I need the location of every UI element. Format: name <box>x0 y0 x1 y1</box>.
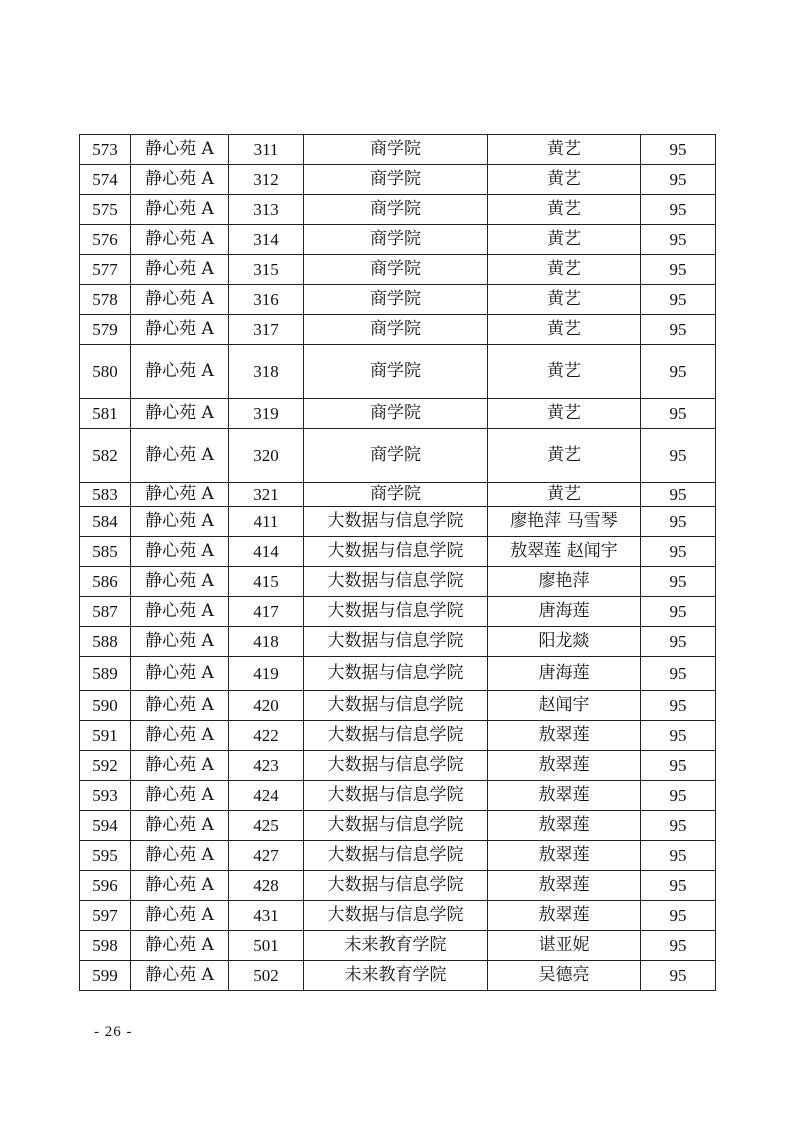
college-cell: 商学院 <box>304 399 488 429</box>
row-number-cell: 592 <box>80 751 131 781</box>
college-cell: 商学院 <box>304 483 488 507</box>
college-cell: 商学院 <box>304 135 488 165</box>
building-cell: 静心苑 A <box>131 961 229 991</box>
row-number-cell: 576 <box>80 225 131 255</box>
college-cell: 商学院 <box>304 345 488 399</box>
room-number-cell: 418 <box>229 627 304 657</box>
score-cell: 95 <box>641 871 716 901</box>
row-number-cell: 589 <box>80 657 131 691</box>
score-cell: 95 <box>641 195 716 225</box>
score-cell: 95 <box>641 751 716 781</box>
row-number-cell: 585 <box>80 537 131 567</box>
score-cell: 95 <box>641 537 716 567</box>
score-cell: 95 <box>641 901 716 931</box>
table-row <box>80 597 716 627</box>
building-cell: 静心苑 A <box>131 225 229 255</box>
responsible-person-cell: 黄艺 <box>488 165 641 195</box>
row-number-cell: 591 <box>80 721 131 751</box>
responsible-person-cell: 黄艺 <box>488 315 641 345</box>
room-number-cell: 317 <box>229 315 304 345</box>
table-row <box>80 691 716 721</box>
building-cell: 静心苑 A <box>131 657 229 691</box>
college-cell: 未来教育学院 <box>304 931 488 961</box>
building-cell: 静心苑 A <box>131 429 229 483</box>
table-row <box>80 751 716 781</box>
score-cell: 95 <box>641 315 716 345</box>
college-cell: 大数据与信息学院 <box>304 507 488 537</box>
college-cell: 大数据与信息学院 <box>304 871 488 901</box>
row-number-cell: 596 <box>80 871 131 901</box>
college-cell: 商学院 <box>304 285 488 315</box>
row-number-cell: 581 <box>80 399 131 429</box>
college-cell: 大数据与信息学院 <box>304 751 488 781</box>
table-row <box>80 901 716 931</box>
score-cell: 95 <box>641 225 716 255</box>
college-cell: 大数据与信息学院 <box>304 597 488 627</box>
table-row <box>80 195 716 225</box>
row-number-cell: 595 <box>80 841 131 871</box>
row-number-cell: 574 <box>80 165 131 195</box>
responsible-person-cell: 敖翠莲 <box>488 781 641 811</box>
building-cell: 静心苑 A <box>131 285 229 315</box>
score-cell: 95 <box>641 841 716 871</box>
row-number-cell: 590 <box>80 691 131 721</box>
table-row <box>80 811 716 841</box>
responsible-person-cell: 赵闻宇 <box>488 691 641 721</box>
room-number-cell: 431 <box>229 901 304 931</box>
score-cell: 95 <box>641 135 716 165</box>
table-row <box>80 483 716 507</box>
responsible-person-cell: 黄艺 <box>488 483 641 507</box>
room-number-cell: 311 <box>229 135 304 165</box>
room-number-cell: 419 <box>229 657 304 691</box>
college-cell: 商学院 <box>304 255 488 285</box>
building-cell: 静心苑 A <box>131 567 229 597</box>
score-cell: 95 <box>641 721 716 751</box>
college-cell: 商学院 <box>304 429 488 483</box>
row-number-cell: 583 <box>80 483 131 507</box>
building-cell: 静心苑 A <box>131 627 229 657</box>
room-number-cell: 320 <box>229 429 304 483</box>
responsible-person-cell: 黄艺 <box>488 135 641 165</box>
building-cell: 静心苑 A <box>131 483 229 507</box>
score-cell: 95 <box>641 567 716 597</box>
score-cell: 95 <box>641 627 716 657</box>
responsible-person-cell: 廖艳萍 <box>488 567 641 597</box>
table-row <box>80 537 716 567</box>
building-cell: 静心苑 A <box>131 195 229 225</box>
table-row <box>80 657 716 691</box>
table-row <box>80 781 716 811</box>
college-cell: 大数据与信息学院 <box>304 781 488 811</box>
table-row <box>80 285 716 315</box>
row-number-cell: 587 <box>80 597 131 627</box>
table-row <box>80 931 716 961</box>
responsible-person-cell: 敖翠莲 赵闻宇 <box>488 537 641 567</box>
score-cell: 95 <box>641 255 716 285</box>
room-number-cell: 425 <box>229 811 304 841</box>
room-number-cell: 424 <box>229 781 304 811</box>
college-cell: 未来教育学院 <box>304 961 488 991</box>
building-cell: 静心苑 A <box>131 751 229 781</box>
college-cell: 大数据与信息学院 <box>304 811 488 841</box>
building-cell: 静心苑 A <box>131 399 229 429</box>
college-cell: 大数据与信息学院 <box>304 721 488 751</box>
row-number-cell: 578 <box>80 285 131 315</box>
room-number-cell: 415 <box>229 567 304 597</box>
row-number-cell: 593 <box>80 781 131 811</box>
responsible-person-cell: 敖翠莲 <box>488 811 641 841</box>
room-number-cell: 420 <box>229 691 304 721</box>
score-cell: 95 <box>641 507 716 537</box>
table-row <box>80 345 716 399</box>
building-cell: 静心苑 A <box>131 255 229 285</box>
score-cell: 95 <box>641 931 716 961</box>
room-number-cell: 414 <box>229 537 304 567</box>
score-cell: 95 <box>641 781 716 811</box>
dormitory-score-table <box>79 134 716 991</box>
room-number-cell: 417 <box>229 597 304 627</box>
college-cell: 商学院 <box>304 195 488 225</box>
building-cell: 静心苑 A <box>131 507 229 537</box>
building-cell: 静心苑 A <box>131 135 229 165</box>
college-cell: 商学院 <box>304 315 488 345</box>
college-cell: 大数据与信息学院 <box>304 657 488 691</box>
building-cell: 静心苑 A <box>131 781 229 811</box>
room-number-cell: 502 <box>229 961 304 991</box>
building-cell: 静心苑 A <box>131 165 229 195</box>
responsible-person-cell: 敖翠莲 <box>488 901 641 931</box>
row-number-cell: 584 <box>80 507 131 537</box>
score-cell: 95 <box>641 691 716 721</box>
room-number-cell: 318 <box>229 345 304 399</box>
room-number-cell: 321 <box>229 483 304 507</box>
row-number-cell: 598 <box>80 931 131 961</box>
score-cell: 95 <box>641 165 716 195</box>
responsible-person-cell: 吴德亮 <box>488 961 641 991</box>
table-row <box>80 399 716 429</box>
building-cell: 静心苑 A <box>131 811 229 841</box>
building-cell: 静心苑 A <box>131 345 229 399</box>
college-cell: 大数据与信息学院 <box>304 537 488 567</box>
room-number-cell: 313 <box>229 195 304 225</box>
table-row <box>80 871 716 901</box>
room-number-cell: 411 <box>229 507 304 537</box>
room-number-cell: 319 <box>229 399 304 429</box>
college-cell: 大数据与信息学院 <box>304 567 488 597</box>
responsible-person-cell: 谌亚妮 <box>488 931 641 961</box>
score-cell: 95 <box>641 399 716 429</box>
table-row <box>80 507 716 537</box>
responsible-person-cell: 黄艺 <box>488 255 641 285</box>
responsible-person-cell: 黄艺 <box>488 225 641 255</box>
score-cell: 95 <box>641 285 716 315</box>
table-body <box>80 135 716 991</box>
row-number-cell: 594 <box>80 811 131 841</box>
table-row <box>80 627 716 657</box>
college-cell: 大数据与信息学院 <box>304 901 488 931</box>
row-number-cell: 575 <box>80 195 131 225</box>
row-number-cell: 586 <box>80 567 131 597</box>
college-cell: 商学院 <box>304 225 488 255</box>
row-number-cell: 599 <box>80 961 131 991</box>
responsible-person-cell: 敖翠莲 <box>488 751 641 781</box>
responsible-person-cell: 黄艺 <box>488 345 641 399</box>
college-cell: 大数据与信息学院 <box>304 627 488 657</box>
room-number-cell: 315 <box>229 255 304 285</box>
responsible-person-cell: 黄艺 <box>488 429 641 483</box>
table-row <box>80 255 716 285</box>
row-number-cell: 577 <box>80 255 131 285</box>
building-cell: 静心苑 A <box>131 901 229 931</box>
table-row <box>80 961 716 991</box>
responsible-person-cell: 廖艳萍 马雪琴 <box>488 507 641 537</box>
building-cell: 静心苑 A <box>131 537 229 567</box>
row-number-cell: 579 <box>80 315 131 345</box>
table-row <box>80 429 716 483</box>
table-row <box>80 721 716 751</box>
table-row <box>80 225 716 255</box>
score-cell: 95 <box>641 483 716 507</box>
row-number-cell: 582 <box>80 429 131 483</box>
building-cell: 静心苑 A <box>131 841 229 871</box>
responsible-person-cell: 阳龙燚 <box>488 627 641 657</box>
room-number-cell: 314 <box>229 225 304 255</box>
responsible-person-cell: 唐海莲 <box>488 657 641 691</box>
responsible-person-cell: 黄艺 <box>488 195 641 225</box>
responsible-person-cell: 黄艺 <box>488 285 641 315</box>
responsible-person-cell: 敖翠莲 <box>488 871 641 901</box>
college-cell: 商学院 <box>304 165 488 195</box>
building-cell: 静心苑 A <box>131 597 229 627</box>
row-number-cell: 580 <box>80 345 131 399</box>
page-number: - 26 - <box>94 1024 133 1040</box>
row-number-cell: 597 <box>80 901 131 931</box>
row-number-cell: 588 <box>80 627 131 657</box>
room-number-cell: 422 <box>229 721 304 751</box>
table-row <box>80 315 716 345</box>
score-cell: 95 <box>641 657 716 691</box>
room-number-cell: 427 <box>229 841 304 871</box>
responsible-person-cell: 敖翠莲 <box>488 721 641 751</box>
building-cell: 静心苑 A <box>131 691 229 721</box>
building-cell: 静心苑 A <box>131 931 229 961</box>
room-number-cell: 316 <box>229 285 304 315</box>
responsible-person-cell: 黄艺 <box>488 399 641 429</box>
college-cell: 大数据与信息学院 <box>304 841 488 871</box>
building-cell: 静心苑 A <box>131 871 229 901</box>
building-cell: 静心苑 A <box>131 315 229 345</box>
row-number-cell: 573 <box>80 135 131 165</box>
score-cell: 95 <box>641 345 716 399</box>
table-row <box>80 567 716 597</box>
college-cell: 大数据与信息学院 <box>304 691 488 721</box>
room-number-cell: 312 <box>229 165 304 195</box>
table-row <box>80 165 716 195</box>
score-cell: 95 <box>641 597 716 627</box>
room-number-cell: 428 <box>229 871 304 901</box>
table-row <box>80 135 716 165</box>
room-number-cell: 501 <box>229 931 304 961</box>
score-cell: 95 <box>641 811 716 841</box>
responsible-person-cell: 敖翠莲 <box>488 841 641 871</box>
responsible-person-cell: 唐海莲 <box>488 597 641 627</box>
score-cell: 95 <box>641 429 716 483</box>
room-number-cell: 423 <box>229 751 304 781</box>
building-cell: 静心苑 A <box>131 721 229 751</box>
score-cell: 95 <box>641 961 716 991</box>
table-row <box>80 841 716 871</box>
